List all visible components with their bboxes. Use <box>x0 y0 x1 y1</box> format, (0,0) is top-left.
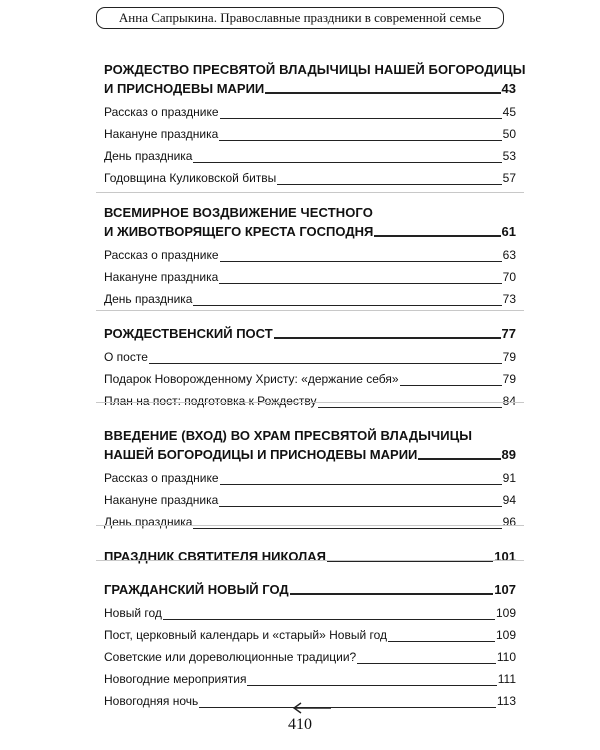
leader-line <box>265 92 500 94</box>
section-heading-line[interactable]: ВСЕМИРНОЕ ВОЗДВИЖЕНИЕ ЧЕСТНОГО <box>104 205 373 220</box>
toc-entry[interactable] <box>104 101 516 123</box>
toc-entry-label: План на пост: подготовка к Рождеству <box>104 394 317 408</box>
toc-entry-label: Новогодние мероприятия <box>104 672 247 686</box>
toc-section <box>104 60 526 189</box>
section-divider <box>96 402 524 403</box>
toc-entry-label: Рассказ о празднике <box>104 248 219 262</box>
toc-entry-label: День праздника <box>104 515 193 529</box>
toc-section <box>104 580 516 712</box>
toc-entry[interactable] <box>104 624 516 646</box>
toc-entry[interactable] <box>104 668 516 690</box>
toc-entry[interactable] <box>104 167 516 189</box>
toc-entry-label: Годовщина Куликовской битвы <box>104 171 277 185</box>
back-arrow-icon <box>292 702 332 714</box>
toc-entry[interactable] <box>104 390 516 412</box>
toc-entry-label: Подарок Новорожденному Христу: «держание себя» <box>104 372 399 386</box>
toc-entry-label: О посте <box>104 350 148 364</box>
toc-entry-page: 50 <box>502 127 516 141</box>
toc-entry-page: 53 <box>502 149 516 163</box>
toc-entry-label: Рассказ о празднике <box>104 471 219 485</box>
toc-entry-label: Рассказ о празднике <box>104 105 219 119</box>
toc-entry[interactable] <box>104 145 516 167</box>
section-page-number: 77 <box>501 326 516 341</box>
section-page-number: 107 <box>494 582 516 597</box>
leader-line <box>193 528 501 529</box>
leader-line <box>247 685 496 686</box>
section-heading-label: И ЖИВОТВОРЯЩЕГО КРЕСТА ГОСПОДНЯ <box>104 224 374 239</box>
section-heading-label: ПРАЗДНИК СВЯТИТЕЛЯ НИКОЛАЯ <box>104 549 327 564</box>
section-page-number: 61 <box>501 224 516 239</box>
leader-line <box>418 458 500 460</box>
toc-entry-label: Накануне праздника <box>104 127 219 141</box>
toc-entry[interactable] <box>104 346 516 368</box>
leader-line <box>374 235 500 237</box>
toc-entry-label: День праздника <box>104 292 193 306</box>
toc-entry-page: 84 <box>502 394 516 408</box>
toc-entry-page: 111 <box>497 672 516 686</box>
toc-entry[interactable] <box>104 244 516 266</box>
toc-entry-page: 79 <box>502 350 516 364</box>
section-heading-line[interactable]: РОЖДЕСТВО ПРЕСВЯТОЙ ВЛАДЫЧИЦЫ НАШЕЙ БОГОРОДИЦЫ <box>104 62 526 77</box>
toc-entry[interactable] <box>104 511 516 533</box>
leader-line <box>219 506 501 507</box>
toc-entry[interactable] <box>104 467 516 489</box>
leader-line <box>388 641 495 642</box>
section-heading[interactable] <box>104 222 516 241</box>
toc-entry-label: Накануне праздника <box>104 493 219 507</box>
section-heading-line[interactable]: ВВЕДЕНИЕ (ВХОД) ВО ХРАМ ПРЕСВЯТОЙ ВЛАДЫЧИЦЫ <box>104 428 473 443</box>
leader-line <box>199 707 496 708</box>
toc-entry[interactable] <box>104 602 516 624</box>
toc-entry-page: 94 <box>502 493 516 507</box>
toc-entry-page: 45 <box>502 105 516 119</box>
section-page-number: 43 <box>501 81 516 96</box>
leader-line <box>219 140 501 141</box>
toc-entry[interactable] <box>104 646 516 668</box>
section-page-number: 89 <box>501 447 516 462</box>
section-divider <box>96 192 524 193</box>
toc-entry-page: 63 <box>502 248 516 262</box>
toc-entry-page: 96 <box>502 515 516 529</box>
leader-line <box>163 619 495 620</box>
leader-line <box>219 283 501 284</box>
section-page-number: 101 <box>494 549 516 564</box>
leader-line <box>277 184 501 185</box>
toc-entry-page: 57 <box>502 171 516 185</box>
section-heading[interactable] <box>104 324 516 343</box>
section-divider <box>96 310 524 311</box>
toc-section <box>104 547 516 566</box>
toc-entry[interactable] <box>104 368 516 390</box>
toc-entry-label: Накануне праздника <box>104 270 219 284</box>
toc-entry-label: Новый год <box>104 606 162 620</box>
leader-line <box>290 593 494 595</box>
section-heading[interactable] <box>104 547 516 566</box>
toc-entry-page: 79 <box>502 372 516 386</box>
table-of-contents <box>104 60 526 726</box>
section-heading-label: РОЖДЕСТВЕНСКИЙ ПОСТ <box>104 326 273 341</box>
toc-section <box>104 324 516 412</box>
section-heading[interactable] <box>104 445 516 464</box>
toc-entry-page: 113 <box>496 694 516 708</box>
leader-line <box>274 337 501 339</box>
leader-line <box>193 305 501 306</box>
toc-entry[interactable] <box>104 123 516 145</box>
leader-line <box>220 484 502 485</box>
section-heading-label: ГРАЖДАНСКИЙ НОВЫЙ ГОД <box>104 582 289 597</box>
toc-entry-page: 109 <box>495 628 516 642</box>
leader-line <box>220 261 502 262</box>
toc-entry-page: 91 <box>502 471 516 485</box>
toc-entry[interactable] <box>104 266 516 288</box>
running-head: Анна Сапрыкина. Православные праздники в современной семье <box>96 7 504 29</box>
section-divider <box>96 560 524 561</box>
leader-line <box>220 118 502 119</box>
toc-entry-page: 109 <box>495 606 516 620</box>
toc-entry-label: День праздника <box>104 149 193 163</box>
toc-entry-page: 110 <box>496 650 516 664</box>
toc-entry-label: Пост, церковный календарь и «старый» Новый год <box>104 628 388 642</box>
toc-entry[interactable] <box>104 288 516 310</box>
toc-section <box>104 203 516 310</box>
leader-line <box>357 663 496 664</box>
page-number: 410 <box>288 716 312 733</box>
leader-line <box>149 363 502 364</box>
leader-line <box>318 407 502 408</box>
section-divider <box>96 525 524 526</box>
toc-entry[interactable] <box>104 489 516 511</box>
section-heading-label: И ПРИСНОДЕВЫ МАРИИ <box>104 81 265 96</box>
leader-line <box>400 385 502 386</box>
toc-entry-label: Советские или дореволюционные традиции? <box>104 650 357 664</box>
toc-entry-page: 70 <box>502 270 516 284</box>
toc-entry-page: 73 <box>502 292 516 306</box>
toc-entry-label: Новогодняя ночь <box>104 694 199 708</box>
leader-line <box>193 162 501 163</box>
section-heading[interactable] <box>104 79 516 98</box>
section-heading-label: НАШЕЙ БОГОРОДИЦЫ И ПРИСНОДЕВЫ МАРИИ <box>104 447 418 462</box>
section-heading[interactable] <box>104 580 516 599</box>
toc-section <box>104 426 516 533</box>
